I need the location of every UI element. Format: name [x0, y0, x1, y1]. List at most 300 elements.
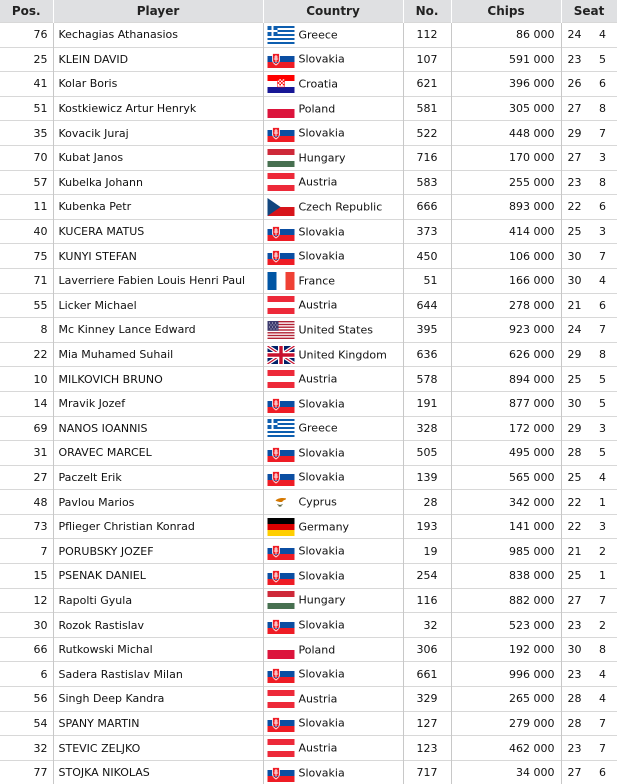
pos-cell: 35	[0, 121, 53, 146]
no-cell: 636	[403, 342, 451, 367]
table-row	[0, 662, 617, 687]
pos-cell: 51	[0, 96, 53, 121]
pos-cell: 25	[0, 47, 53, 72]
country-cell	[263, 268, 403, 293]
seat-number: 7	[599, 593, 606, 607]
table-row	[0, 96, 617, 121]
table-number: 21	[567, 544, 582, 558]
country-name: Slovakia	[298, 544, 345, 558]
country-name: Slovakia	[298, 716, 345, 730]
no-cell: 139	[403, 465, 451, 490]
table-row	[0, 687, 617, 712]
seat-cell	[561, 416, 617, 441]
seat-cell	[561, 662, 617, 687]
seat-cell	[561, 490, 617, 515]
seat-number: 8	[599, 643, 606, 657]
player-name[interactable]: ORAVEC MARCEL	[53, 441, 263, 466]
france-flag-icon	[267, 272, 295, 290]
country-name: Slovakia	[298, 446, 345, 460]
country-cell	[263, 514, 403, 539]
table-row	[0, 416, 617, 441]
header-pos[interactable]: Pos.	[0, 0, 53, 23]
player-name[interactable]: Licker Michael	[53, 293, 263, 318]
header-seat[interactable]: Seat	[561, 0, 617, 23]
player-name[interactable]: Rozok Rastislav	[53, 613, 263, 638]
country-cell	[263, 564, 403, 589]
country-cell	[263, 23, 403, 48]
seat-cell	[561, 514, 617, 539]
pos-cell: 76	[0, 23, 53, 48]
chips-cell: 172 000	[451, 416, 561, 441]
no-cell: 193	[403, 514, 451, 539]
country-cell	[263, 441, 403, 466]
table-number: 29	[567, 421, 582, 435]
player-name[interactable]: KUNYI STEFAN	[53, 244, 263, 269]
no-cell: 107	[403, 47, 451, 72]
country-name: Slovakia	[298, 225, 345, 239]
pos-cell: 10	[0, 367, 53, 392]
seat-cell	[561, 244, 617, 269]
header-chips[interactable]: Chips	[451, 0, 561, 23]
no-cell: 666	[403, 195, 451, 220]
seat-cell	[561, 637, 617, 662]
austria-flag-icon	[267, 296, 295, 314]
country-cell	[263, 219, 403, 244]
austria-flag-icon	[267, 370, 295, 388]
country-name: United Kingdom	[298, 348, 387, 362]
table-number: 25	[567, 569, 582, 583]
player-name[interactable]: Rapolti Gyula	[53, 588, 263, 613]
seat-cell	[561, 219, 617, 244]
seat-number: 4	[599, 28, 606, 42]
seat-cell	[561, 268, 617, 293]
header-no[interactable]: No.	[403, 0, 451, 23]
chips-cell: 877 000	[451, 391, 561, 416]
country-cell	[263, 588, 403, 613]
table-number: 30	[567, 249, 582, 263]
seat-cell	[561, 195, 617, 220]
player-name[interactable]: PORUBSKY JOZEF	[53, 539, 263, 564]
player-name[interactable]: Kubat Janos	[53, 145, 263, 170]
seat-number: 1	[599, 495, 606, 509]
player-name[interactable]: Kubelka Johann	[53, 170, 263, 195]
pos-cell: 11	[0, 195, 53, 220]
country-cell	[263, 539, 403, 564]
slovakia-flag-icon	[267, 444, 295, 462]
player-name[interactable]: NANOS IOANNIS	[53, 416, 263, 441]
seat-cell	[561, 441, 617, 466]
poland-flag-icon	[267, 641, 295, 659]
chips-cell: 342 000	[451, 490, 561, 515]
chips-cell: 255 000	[451, 170, 561, 195]
table-number: 24	[567, 28, 582, 42]
seat-number: 3	[599, 421, 606, 435]
country-name: Greece	[298, 421, 338, 435]
chips-cell: 170 000	[451, 145, 561, 170]
country-cell	[263, 637, 403, 662]
table-number: 22	[567, 200, 582, 214]
table-number: 27	[567, 151, 582, 165]
chips-cell: 495 000	[451, 441, 561, 466]
chips-cell: 34 000	[451, 760, 561, 784]
seat-cell	[561, 47, 617, 72]
chips-cell: 265 000	[451, 687, 561, 712]
no-cell: 450	[403, 244, 451, 269]
no-cell: 123	[403, 736, 451, 761]
seat-cell	[561, 367, 617, 392]
seat-number: 7	[599, 716, 606, 730]
table-row	[0, 564, 617, 589]
no-cell: 661	[403, 662, 451, 687]
pos-cell: 30	[0, 613, 53, 638]
seat-number: 5	[599, 446, 606, 460]
seat-cell	[561, 687, 617, 712]
seat-cell	[561, 121, 617, 146]
no-cell: 717	[403, 760, 451, 784]
seat-cell	[561, 318, 617, 343]
table-row	[0, 342, 617, 367]
table-number: 23	[567, 741, 582, 755]
player-name[interactable]: Rutkowski Michal	[53, 637, 263, 662]
seat-number: 6	[599, 77, 606, 91]
table-row	[0, 367, 617, 392]
table-number: 30	[567, 274, 582, 288]
seat-cell	[561, 170, 617, 195]
pos-cell: 41	[0, 72, 53, 97]
country-name: Croatia	[298, 77, 339, 91]
no-cell: 578	[403, 367, 451, 392]
player-name[interactable]: Singh Deep Kandra	[53, 687, 263, 712]
croatia-flag-icon	[267, 75, 295, 93]
country-name: Austria	[298, 372, 338, 386]
seat-cell	[561, 760, 617, 784]
table-row	[0, 268, 617, 293]
chips-cell: 414 000	[451, 219, 561, 244]
pos-cell: 48	[0, 490, 53, 515]
seat-number: 6	[599, 298, 606, 312]
pos-cell: 8	[0, 318, 53, 343]
seat-cell	[561, 465, 617, 490]
pos-cell: 14	[0, 391, 53, 416]
table-row	[0, 441, 617, 466]
table-row	[0, 293, 617, 318]
chips-cell: 565 000	[451, 465, 561, 490]
country-name: Slovakia	[298, 470, 345, 484]
no-cell: 191	[403, 391, 451, 416]
seat-number: 2	[599, 618, 606, 632]
country-cell	[263, 293, 403, 318]
seat-cell	[561, 588, 617, 613]
greece-flag-icon	[267, 26, 295, 44]
pos-cell: 22	[0, 342, 53, 367]
country-cell	[263, 465, 403, 490]
country-name: Slovakia	[298, 249, 345, 263]
table-number: 28	[567, 716, 582, 730]
table-row	[0, 736, 617, 761]
country-cell	[263, 145, 403, 170]
table-row	[0, 244, 617, 269]
table-row	[0, 145, 617, 170]
player-name[interactable]: Sadera Rastislav Milan	[53, 662, 263, 687]
chips-cell: 893 000	[451, 195, 561, 220]
chips-cell: 985 000	[451, 539, 561, 564]
player-name[interactable]: Kechagias Athanasios	[53, 23, 263, 48]
poland-flag-icon	[267, 100, 295, 118]
table-row	[0, 170, 617, 195]
no-cell: 373	[403, 219, 451, 244]
table-row	[0, 760, 617, 784]
pos-cell: 15	[0, 564, 53, 589]
no-cell: 127	[403, 711, 451, 736]
player-name[interactable]: Kostkiewicz Artur Henryk	[53, 96, 263, 121]
slovakia-flag-icon	[267, 50, 295, 68]
table-number: 23	[567, 175, 582, 189]
table-number: 23	[567, 52, 582, 66]
seat-cell	[561, 736, 617, 761]
usa-flag-icon	[267, 321, 295, 339]
table-number: 28	[567, 692, 582, 706]
seat-number: 8	[599, 348, 606, 362]
seat-cell	[561, 96, 617, 121]
country-cell	[263, 195, 403, 220]
country-cell	[263, 367, 403, 392]
player-name[interactable]: Laverriere Fabien Louis Henri Paul	[53, 268, 263, 293]
country-name: Slovakia	[298, 397, 345, 411]
no-cell: 621	[403, 72, 451, 97]
table-row	[0, 318, 617, 343]
czech-flag-icon	[267, 198, 295, 216]
table-number: 29	[567, 126, 582, 140]
country-name: Hungary	[298, 151, 346, 165]
seat-number: 2	[599, 544, 606, 558]
table-number: 23	[567, 667, 582, 681]
seat-number: 5	[599, 52, 606, 66]
table-number: 21	[567, 298, 582, 312]
no-cell: 51	[403, 268, 451, 293]
pos-cell: 70	[0, 145, 53, 170]
player-name[interactable]: PSENAK DANIEL	[53, 564, 263, 589]
pos-cell: 77	[0, 760, 53, 784]
pos-cell: 66	[0, 637, 53, 662]
pos-cell: 7	[0, 539, 53, 564]
header-player[interactable]: Player	[53, 0, 263, 23]
player-name[interactable]: KLEIN DAVID	[53, 47, 263, 72]
seat-number: 3	[599, 225, 606, 239]
country-cell	[263, 318, 403, 343]
slovakia-flag-icon	[267, 764, 295, 782]
table-row	[0, 490, 617, 515]
table-number: 22	[567, 520, 582, 534]
no-cell: 306	[403, 637, 451, 662]
seat-cell	[561, 613, 617, 638]
country-cell	[263, 613, 403, 638]
no-cell: 522	[403, 121, 451, 146]
player-name[interactable]: Paczelt Erik	[53, 465, 263, 490]
table-number: 27	[567, 593, 582, 607]
pos-cell: 57	[0, 170, 53, 195]
no-cell: 32	[403, 613, 451, 638]
chips-cell: 626 000	[451, 342, 561, 367]
chips-cell: 106 000	[451, 244, 561, 269]
country-name: Cyprus	[298, 495, 337, 509]
seat-number: 6	[599, 766, 606, 780]
chips-cell: 141 000	[451, 514, 561, 539]
seat-number: 3	[599, 520, 606, 534]
table-row	[0, 637, 617, 662]
country-cell	[263, 711, 403, 736]
chips-cell: 166 000	[451, 268, 561, 293]
no-cell: 19	[403, 539, 451, 564]
slovakia-flag-icon	[267, 542, 295, 560]
chips-cell: 996 000	[451, 662, 561, 687]
table-row	[0, 465, 617, 490]
player-name[interactable]: Kubenka Petr	[53, 195, 263, 220]
player-name[interactable]: MILKOVICH BRUNO	[53, 367, 263, 392]
seat-number: 8	[599, 175, 606, 189]
pos-cell: 75	[0, 244, 53, 269]
player-name[interactable]: Pavlou Marios	[53, 490, 263, 515]
cyprus-flag-icon	[267, 493, 295, 511]
no-cell: 328	[403, 416, 451, 441]
greece-flag-icon	[267, 419, 295, 437]
table-row	[0, 23, 617, 48]
country-name: Austria	[298, 692, 338, 706]
chips-cell: 278 000	[451, 293, 561, 318]
seat-number: 4	[599, 667, 606, 681]
seat-cell	[561, 145, 617, 170]
chips-cell: 523 000	[451, 613, 561, 638]
seat-cell	[561, 293, 617, 318]
table-row	[0, 514, 617, 539]
slovakia-flag-icon	[267, 567, 295, 585]
slovakia-flag-icon	[267, 616, 295, 634]
chips-cell: 923 000	[451, 318, 561, 343]
pos-cell: 55	[0, 293, 53, 318]
country-cell	[263, 736, 403, 761]
chips-cell: 882 000	[451, 588, 561, 613]
country-cell	[263, 416, 403, 441]
seat-cell	[561, 711, 617, 736]
pos-cell: 40	[0, 219, 53, 244]
country-name: Slovakia	[298, 126, 345, 140]
country-cell	[263, 391, 403, 416]
seat-number: 7	[599, 323, 606, 337]
header-country[interactable]: Country	[263, 0, 403, 23]
no-cell: 716	[403, 145, 451, 170]
player-name[interactable]: Mravik Jozef	[53, 391, 263, 416]
chips-cell: 591 000	[451, 47, 561, 72]
seat-number: 7	[599, 741, 606, 755]
no-cell: 28	[403, 490, 451, 515]
table-number: 24	[567, 323, 582, 337]
slovakia-flag-icon	[267, 124, 295, 142]
slovakia-flag-icon	[267, 247, 295, 265]
pos-cell: 31	[0, 441, 53, 466]
seat-number: 4	[599, 274, 606, 288]
country-cell	[263, 47, 403, 72]
table-number: 30	[567, 397, 582, 411]
seat-number: 5	[599, 397, 606, 411]
no-cell: 581	[403, 96, 451, 121]
hungary-flag-icon	[267, 591, 295, 609]
pos-cell: 73	[0, 514, 53, 539]
table-row	[0, 391, 617, 416]
country-cell	[263, 662, 403, 687]
table-row	[0, 539, 617, 564]
slovakia-flag-icon	[267, 395, 295, 413]
country-cell	[263, 760, 403, 784]
seat-number: 7	[599, 126, 606, 140]
country-name: Slovakia	[298, 52, 345, 66]
seat-cell	[561, 23, 617, 48]
table-body	[0, 23, 617, 784]
country-cell	[263, 244, 403, 269]
country-name: Austria	[298, 175, 338, 189]
no-cell: 644	[403, 293, 451, 318]
country-name: Austria	[298, 298, 338, 312]
slovakia-flag-icon	[267, 223, 295, 241]
country-name: Germany	[298, 520, 350, 534]
country-name: Poland	[298, 643, 336, 657]
slovakia-flag-icon	[267, 665, 295, 683]
chips-cell: 448 000	[451, 121, 561, 146]
chips-cell: 462 000	[451, 736, 561, 761]
player-name[interactable]: STOJKA NIKOLAS	[53, 760, 263, 784]
chips-cell: 86 000	[451, 23, 561, 48]
player-name[interactable]: KUCERA MATUS	[53, 219, 263, 244]
table-number: 26	[567, 77, 582, 91]
no-cell: 112	[403, 23, 451, 48]
header-row	[0, 0, 617, 23]
table-row	[0, 195, 617, 220]
slovakia-flag-icon	[267, 468, 295, 486]
no-cell: 254	[403, 564, 451, 589]
player-name[interactable]: Kovacik Juraj	[53, 121, 263, 146]
pos-cell: 27	[0, 465, 53, 490]
seat-number: 3	[599, 151, 606, 165]
seat-cell	[561, 72, 617, 97]
country-name: Greece	[298, 28, 338, 42]
chips-cell: 279 000	[451, 711, 561, 736]
slovakia-flag-icon	[267, 714, 295, 732]
player-name[interactable]: SPANY MARTIN	[53, 711, 263, 736]
player-name[interactable]: STEVIC ZELJKO	[53, 736, 263, 761]
chips-cell: 838 000	[451, 564, 561, 589]
table-number: 30	[567, 643, 582, 657]
austria-flag-icon	[267, 690, 295, 708]
country-name: Slovakia	[298, 618, 345, 632]
country-cell	[263, 342, 403, 367]
table-row	[0, 72, 617, 97]
country-name: Slovakia	[298, 667, 345, 681]
player-name[interactable]: Pflieger Christian Konrad	[53, 514, 263, 539]
player-name[interactable]: Mc Kinney Lance Edward	[53, 318, 263, 343]
seat-cell	[561, 539, 617, 564]
table-number: 23	[567, 618, 582, 632]
pos-cell: 71	[0, 268, 53, 293]
country-cell	[263, 121, 403, 146]
austria-flag-icon	[267, 739, 295, 757]
country-name: Poland	[298, 102, 336, 116]
table-row	[0, 711, 617, 736]
player-name[interactable]: Mia Muhamed Suhail	[53, 342, 263, 367]
country-cell	[263, 687, 403, 712]
country-cell	[263, 96, 403, 121]
seat-number: 7	[599, 249, 606, 263]
player-name[interactable]: Kolar Boris	[53, 72, 263, 97]
country-name: Slovakia	[298, 766, 345, 780]
table-row	[0, 121, 617, 146]
